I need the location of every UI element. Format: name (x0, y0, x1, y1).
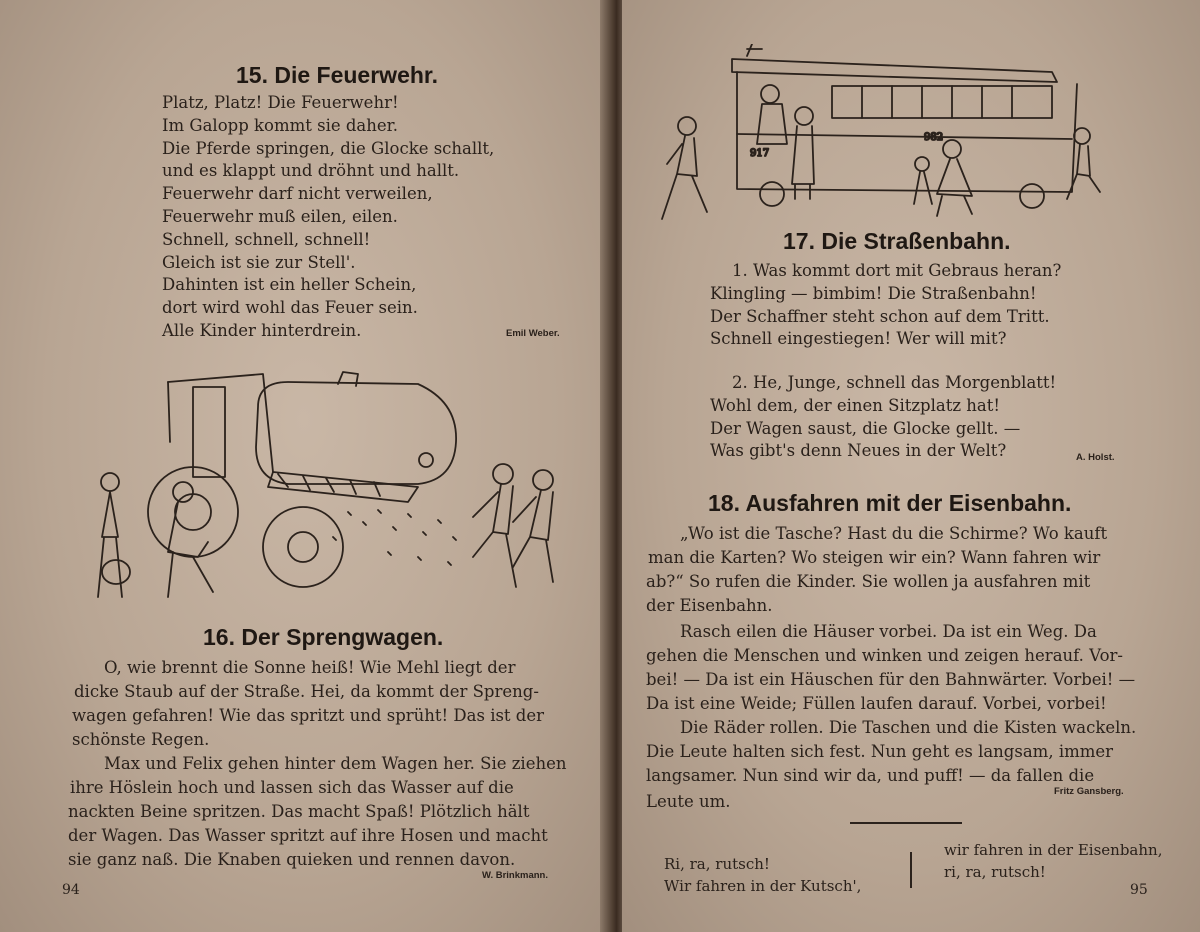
poem-15-title: 15. Die Feuerwehr. (236, 62, 438, 88)
prose-line: Die Räder rollen. Die Taschen und die Kisten wackeln. (680, 718, 1137, 737)
poem-line: Schnell eingestiegen! Wer will mit? (710, 329, 1007, 349)
prose-line: Da ist eine Weide; Füllen laufen darauf. Vorbei, vorbei! (646, 694, 1107, 713)
prose-16-title: 16. Der Sprengwagen. (203, 624, 444, 650)
poem-line: dort wird wohl das Feuer sein. (162, 298, 418, 318)
page-number: 94 (62, 882, 80, 898)
rhyme-line: ri, ra, rutsch! (944, 863, 1046, 881)
prose-line: Die Leute halten sich fest. Nun geht es langsam, immer (646, 742, 1114, 761)
prose-line: dicke Staub auf der Straße. Hei, da kommt der Spreng- (74, 682, 539, 701)
prose-line: langsamer. Nun sind wir da, und puff! — da fallen die (646, 766, 1095, 785)
poem-17-author: A. Holst. (1076, 452, 1115, 463)
poem-line: Feuerwehr darf nicht verweilen, (162, 184, 433, 204)
poem-17-stanza-2 (710, 372, 1056, 463)
poem-line: 1. Was kommt dort mit Gebraus heran? (732, 261, 1062, 280)
poem-line: und es klappt und dröhnt und hallt. (162, 161, 460, 181)
sprinkler-wagon-illustration (88, 362, 568, 612)
prose-line: „Wo ist die Tasche? Hast du die Schirme? Wo kauft (680, 524, 1108, 543)
tram-illustration (652, 44, 1132, 229)
prose-line: Rasch eilen die Häuser vorbei. Da ist ein Weg. Da (680, 622, 1097, 641)
rhyme-separator (910, 852, 912, 888)
prose-line: der Wagen. Das Wasser spritzt auf ihre Hosen und macht (68, 826, 548, 845)
prose-line: gehen die Menschen und winken und zeigen herauf. Vor- (646, 646, 1123, 665)
rhyme-line: Wir fahren in der Kutsch', (664, 877, 862, 895)
poem-line: Gleich ist sie zur Stell'. (162, 252, 356, 272)
prose-line: man die Karten? Wo steigen wir ein? Wann fahren wir (648, 548, 1101, 567)
poem-17-stanza-1 (710, 260, 1061, 351)
poem-line: Die Pferde springen, die Glocke schallt, (162, 138, 495, 158)
poem-line: Feuerwehr muß eilen, eilen. (162, 206, 398, 226)
poem-line: 2. He, Junge, schnell das Morgenblatt! (732, 373, 1057, 392)
prose-line: schönste Regen. (72, 730, 210, 749)
rhyme-line: Ri, ra, rutsch! (664, 855, 770, 873)
poem-line: Dahinten ist ein heller Schein, (162, 275, 417, 295)
poem-line: Schnell, schnell, schnell! (162, 229, 371, 249)
prose-line: wagen gefahren! Wie das spritzt und sprüht! Das ist der (72, 706, 545, 725)
poem-17-title: 17. Die Straßenbahn. (783, 228, 1011, 254)
poem-line: Wohl dem, der einen Sitzplatz hat! (710, 395, 1001, 415)
poem-15-author: Emil Weber. (506, 328, 560, 339)
prose-line: Max und Felix gehen hinter dem Wagen her. Sie ziehen (104, 754, 567, 773)
prose-line: bei! — Da ist ein Häuschen für den Bahnwärter. Vorbei! — (646, 670, 1136, 689)
prose-line: der Eisenbahn. (646, 596, 773, 615)
poem-15-lines (162, 92, 494, 343)
tram-number-917: 917 (750, 148, 770, 159)
prose-18-author: Fritz Gansberg. (1054, 786, 1124, 797)
prose-line: Leute um. (646, 792, 731, 811)
prose-line: ab?“ So rufen die Kinder. Sie wollen ja ausfahren mit (646, 572, 1091, 591)
poem-line: Klingling — bimbim! Die Straßenbahn! (710, 283, 1037, 303)
prose-line: ihre Höslein hoch und lassen sich das Wasser auf die (70, 778, 514, 797)
prose-16-author: W. Brinkmann. (482, 870, 548, 881)
poem-line: Alle Kinder hinterdrein. (162, 320, 362, 340)
poem-line: Was gibt's denn Neues in der Welt? (710, 441, 1007, 461)
page-number: 95 (1130, 882, 1148, 898)
poem-line: Platz, Platz! Die Feuerwehr! (162, 93, 399, 112)
prose-line: nackten Beine spritzen. Das macht Spaß! Plötzlich hält (68, 802, 530, 821)
section-divider (850, 822, 962, 824)
poem-line: Der Schaffner steht schon auf dem Tritt. (710, 306, 1050, 326)
prose-line: sie ganz naß. Die Knaben quieken und rennen davon. (68, 850, 516, 869)
tram-number-982: 982 (924, 132, 944, 143)
poem-line: Der Wagen saust, die Glocke gellt. — (710, 418, 1021, 438)
prose-line: O, wie brennt die Sonne heiß! Wie Mehl liegt der (104, 658, 516, 677)
right-page (622, 0, 1200, 932)
rhyme-line: wir fahren in der Eisenbahn, (944, 841, 1163, 859)
poem-line: Im Galopp kommt sie daher. (162, 115, 398, 135)
prose-18-title: 18. Ausfahren mit der Eisenbahn. (708, 490, 1072, 516)
